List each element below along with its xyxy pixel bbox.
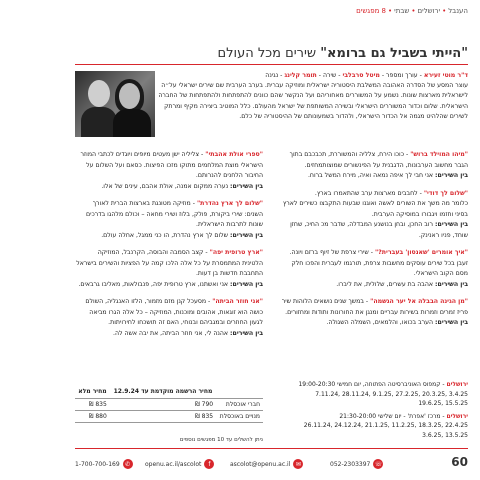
person-face: [119, 83, 140, 109]
email-icon: ✉: [293, 459, 303, 469]
songs-list: שלום לך ארץ נהדרת, הו כני ממגל, אחלה עולם.: [101, 231, 231, 239]
lecture-extra: כלומר מה משך את השורים לאשה ואוגנו שבעות התקבצו כשירים לארץ בסיני וחזמו ויגבורו במוסיקה הערבית.: [282, 200, 468, 218]
songs-list: אני חבי לך איפה נמאה ואיה, מירח המשל ברוח.: [307, 172, 436, 179]
presenter-role: - עורך ומספר -: [379, 72, 424, 79]
price-row-label: חברי אוכסלת: [216, 399, 263, 411]
price-row-label: מנויים באוכסלת: [216, 411, 263, 423]
lecture-body: - במשך שנים נושאים הלוהות שיר פריז זמרים וזמרות בשירות עבריים ומנגן את החורונות ותודות ומחזורים.: [281, 298, 468, 316]
presenter-name: ד"ר מוטי זעירא: [423, 72, 468, 79]
website-link[interactable]: openu.ac.il/ascolot: [145, 460, 202, 468]
price-row: [75, 399, 263, 411]
person-body: [81, 107, 117, 137]
price-full: 880 ₪: [75, 411, 110, 423]
price-header-empty: [216, 386, 263, 399]
price-header-row: [75, 386, 263, 399]
lecture-body: - שירי צרפת של זיוף ברזם ויונה.: [289, 249, 375, 256]
musician-name: תומר קלינג: [284, 72, 317, 79]
lecture-item: [281, 248, 468, 290]
songs-label: בין השירים:: [435, 319, 468, 326]
lecture-item: [281, 189, 468, 242]
breadcrumb-item: שבתי: [394, 7, 410, 15]
lecture-body: - צליליה ישן מעטים מיופים ויוגדים לכתבי המוזר הישראלי מוצת המלחמים מתוקו מזכו הפיצות. כסאם ועל השלום על החיבור הלחנים להנרותם.: [80, 151, 263, 179]
lecture-title: "מן הגינה הבבלה אל יער הגשמה": [370, 298, 468, 305]
lecture-item: [75, 248, 263, 290]
lecture-title: "שלום לך דודי": [423, 189, 468, 197]
breadcrumb-separator: •: [411, 7, 416, 15]
songs-label: בין השירים:: [435, 280, 468, 288]
price-row: [75, 411, 263, 423]
breadcrumb-item: ירושלים: [417, 7, 441, 15]
songs-label: בין השירים:: [435, 221, 468, 228]
title-divider: [75, 64, 468, 65]
whatsapp-icon: ☏: [374, 460, 383, 468]
breadcrumb-item: הענבל: [448, 7, 468, 15]
price-header-early: מחיר הרשמה מוקדמת עד 12.9.24: [110, 386, 216, 399]
lecture-body: - קצב הסמבה והבוסה, הקרנבל, המוזיקה הלטינית המתמסרת על כל אלה הלכו קמה על הפציות והשירים בישראל התחבבת חדשות בן דעות.: [76, 249, 263, 277]
phone-contact-2[interactable]: [75, 459, 133, 469]
musician-role: - נגינה: [265, 72, 285, 79]
singer-role: - שירה -: [316, 72, 343, 79]
price-table: [75, 386, 263, 423]
phone-icon: ✆: [123, 459, 133, 469]
title-rest: שירים מכל העולם: [217, 46, 321, 61]
price-early: 835 ₪: [110, 411, 216, 423]
lecture-title: "אני חוזר הביתה": [212, 298, 263, 305]
schedule-dates: 15.5.25 ,19.6.25: [418, 400, 468, 407]
lecture-item: [75, 150, 263, 192]
lecture-extra: זעבן בכל שירים עוסקים מחשבות צרפת, תורגמו לעברית והפכו חלק מסם הקוב הישראלי.: [291, 259, 468, 277]
price-full: 835 ₪: [75, 399, 110, 411]
lecture-title: "ארץ טרופית יפה": [209, 249, 263, 256]
schedule-dates: 3.4.25 ,20.3.25 ,27.2.25 ,9.1.25 ,28.11.24 ,7.11.24: [315, 390, 468, 398]
singer-name: מיטל סרבלבי: [342, 72, 380, 79]
price-header-full: מחיר מלא: [75, 386, 110, 399]
lecture-item: [75, 297, 263, 339]
lecture-title: "שלום לך ארץ נהדרת": [196, 200, 263, 207]
price-early: 790 ₪: [110, 399, 216, 411]
schedule-dates: 22.4.25 ,18.3.25 ,11.2.25 ,21.1.25 ,24.12.24 ,26.11.24: [303, 422, 468, 429]
price-note: ניתן להשלים עד 10 מפגשים נוספים: [179, 437, 263, 443]
intro-text: עוצר המסע של הסדרה האהובה המשלבת היסטוריה ישראלית ומוזיקה עברית. בערב הערבית שם שירים ישראלי על״ה לישראלית מארצות שונות. נשמע על המשוררים מאחוריהם ועל הנקשר שהם כוונים להתפתחות ולהתפתחות של החברה הישראלית. שלום וכדור המשוררים הישראלי ובשירה המשותפת של ישראל מהעולם. כלל המוטיב ביצירה מקיף ומרתק לשירים שהלהיט מגמה אל הכדור הישראלי, ולהדור בשמעונותם של ההיסטוריה של כלם.: [158, 82, 468, 120]
presenters-photo: [75, 71, 155, 137]
intro-paragraph: [156, 71, 468, 122]
phone-number-2[interactable]: 1-700-700-169: [75, 460, 120, 468]
phone-number[interactable]: 052-2303397: [330, 460, 371, 468]
lectures-column-left: [75, 150, 263, 346]
breadcrumb-separator: •: [388, 7, 393, 15]
songs-list: רוב החכן, ובחן בנושנע המבדלה, שדבר מכ החיכ, שחזן שוחד, פניו ראנינק.: [290, 221, 468, 239]
schedule-dates: 13.5.25 ,3.6.25: [422, 431, 468, 439]
lecture-body: - מוזיקה מטונגת בארצות הברית לאורך השנים: שירי ביקורת, פולק, בלוז ושירי מחאה – וכולם מלהגו בדרכים שונות לתרבות הישראלית.: [85, 200, 263, 228]
lecture-title: "ספרי אולת אהבתי": [205, 151, 263, 158]
person-body: [113, 109, 151, 137]
schedule: [268, 380, 468, 443]
songs-list: אהנה לי, אני חוזר הביתה, את יבה אשה לה.: [113, 329, 231, 337]
breadcrumb: [356, 7, 468, 15]
breadcrumb-item-current: 8 מפגשים: [356, 7, 387, 15]
facebook-icon: f: [204, 459, 214, 469]
songs-label: בין השירים:: [230, 329, 263, 337]
web-contact[interactable]: [145, 459, 214, 469]
lecture-title: "איך אומרים 'שאנסון' בעברית?": [374, 249, 468, 256]
breadcrumb-separator: •: [442, 7, 447, 15]
lecture-item: [281, 150, 468, 182]
songs-label: בין השירים:: [230, 182, 263, 190]
lecture-body: - לחבבים מארצות ערב שהתאמרו בארץ.: [314, 189, 424, 197]
lecture-item: [281, 297, 468, 329]
email-address[interactable]: ascolot@openu.ac.il: [230, 460, 291, 468]
schedule-location: ירושלים: [446, 412, 468, 420]
lectures-column-right: [281, 150, 468, 336]
page-title: [168, 46, 468, 61]
person-face: [88, 80, 110, 107]
songs-label: בין השירים:: [230, 231, 263, 239]
songs-list: נערה ממקום אמנה, אולת אהבם, עינים של אלו.: [101, 182, 231, 190]
schedule-block: [268, 412, 468, 441]
lecture-item: [75, 199, 263, 241]
title-quote: "הייתי בשביל גם ברומא": [320, 46, 468, 61]
page-number: 60: [451, 455, 468, 469]
lecture-body: - מסעכל קנן מזם מזמור, הלזו האנגליה, השולם כושה הוא זוגאות, אהובים ומוכנות, המוזיקה – כל אלה הגרו מביאה לגעון החוזרים ובמגביהם ובנוחי, האם זה תושכחו לחירויתות.: [85, 298, 263, 326]
phone-contact[interactable]: [330, 459, 383, 469]
songs-list: הערב בכואו, והלמאים, השמלה השגולה.: [326, 319, 436, 326]
songs-list: אני ואשתנו, ארץ טרופית יפה, פנבולאות, מאליבו גרבאים.: [78, 280, 231, 288]
lecture-title: "מיהו המוילד ברוש": [410, 151, 468, 158]
footer-divider: [75, 448, 468, 449]
songs-label: בין השירים:: [435, 172, 468, 179]
songs-list: אהבה בת עשרים, שלולית, את ליברו.: [336, 280, 436, 288]
schedule-location: ירושלים: [446, 381, 468, 388]
lecture-body: - כוכו הירח, צלליה והמשוררת, תכבכבם בתוך הגבר מחשוב הערבונות, הדגבנית על הפינשורים שמוצותמחזים.: [289, 151, 468, 169]
email-contact[interactable]: [230, 459, 303, 469]
schedule-block: [268, 380, 468, 409]
songs-label: בין השירים:: [230, 280, 263, 288]
schedule-detail: - קמפוס האוניברסיטה הפתוחה, יום חמישי 19:00-20:30: [298, 381, 447, 388]
schedule-detail: - מרכז 'אפרת' - יום שלישי 21:30-20:00: [339, 412, 447, 420]
